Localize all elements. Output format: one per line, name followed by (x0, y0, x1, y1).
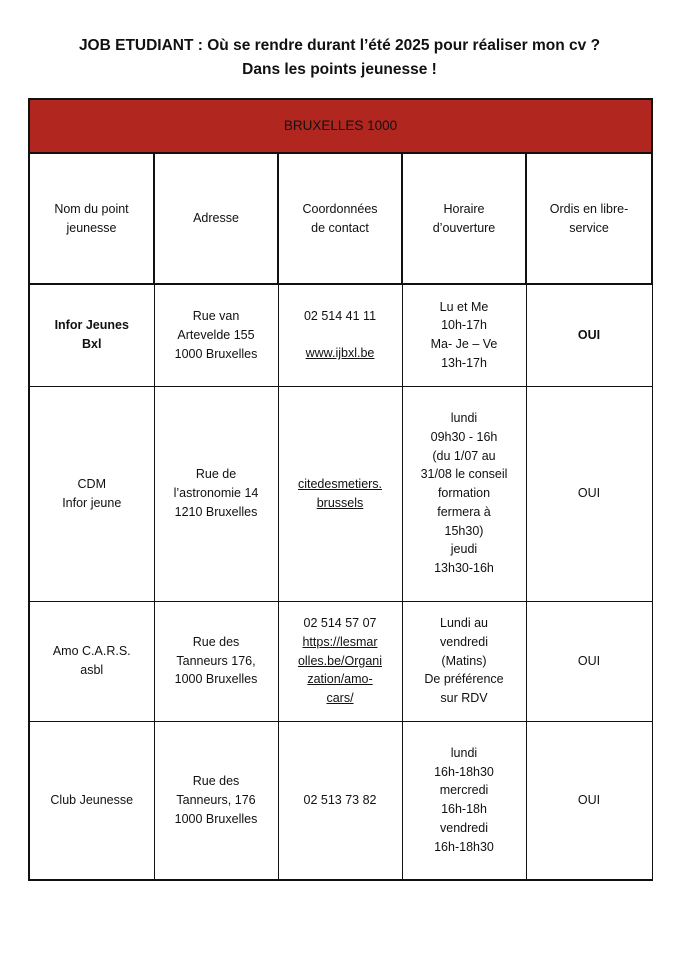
address-line: Rue des (192, 774, 240, 789)
hours-line: jeudi (450, 542, 478, 557)
header-text: Coordonnées (302, 201, 378, 216)
contact-link[interactable]: olles.be/Organi (297, 653, 383, 668)
contact-cell (278, 601, 402, 721)
address-line: 1000 Bruxelles (174, 346, 258, 361)
name-line: Infor jeune (62, 495, 122, 510)
header-text: Ordis en libre- (549, 201, 629, 216)
hours-line: lundi (450, 745, 478, 760)
computers-cell: OUI (526, 284, 652, 386)
header-text: d’ouverture (432, 220, 496, 235)
header-contact (278, 153, 402, 284)
address-line: 1210 Bruxelles (174, 504, 258, 519)
hours-line: vendredi (440, 821, 488, 836)
contact-link[interactable]: zation/amo- (307, 672, 373, 687)
name-line: Infor Jeunes (54, 318, 129, 333)
hours-cell (402, 721, 526, 880)
contact-cell (278, 284, 402, 386)
point-name (29, 721, 154, 880)
computers-cell: OUI (526, 601, 652, 721)
hours-line: mercredi (439, 783, 489, 798)
hours-line: Ma- Je – Ve (430, 337, 498, 352)
name-line: Bxl (82, 337, 102, 352)
table-row (29, 386, 652, 601)
contact-link[interactable]: citedesmetiers. (297, 476, 383, 491)
address-line: 1000 Bruxelles (174, 811, 258, 826)
name-line: CDM (77, 476, 106, 491)
hours-line: 10h-17h (441, 318, 487, 333)
address-line: Rue de (195, 467, 237, 482)
header-row (29, 153, 652, 284)
address-line: Tanneurs 176, (176, 653, 256, 668)
address-line: 1000 Bruxelles (174, 672, 258, 687)
address-line: l’astronomie 14 (173, 486, 259, 501)
hours-line: Lu et Me (439, 299, 489, 314)
contact-link[interactable]: www.ijbxl.be (305, 346, 375, 361)
address-line: Rue van (192, 309, 240, 324)
contact-cell (278, 721, 402, 880)
hours-line: 16h-18h (441, 802, 487, 817)
header-address (154, 153, 278, 284)
header-text: jeunesse (66, 220, 117, 235)
hours-line: vendredi (440, 634, 488, 649)
contact-link[interactable]: cars/ (326, 691, 354, 706)
hours-line: 15h30) (444, 523, 484, 538)
header-computers (526, 153, 652, 284)
computers-cell: OUI (526, 386, 652, 601)
point-name (29, 601, 154, 721)
address-cell (154, 386, 278, 601)
title-line-1: JOB ETUDIANT : Où se rendre durant l’été 2025 pour réaliser mon cv ? (78, 37, 601, 54)
computers-cell: OUI (526, 721, 652, 880)
table-row (29, 601, 652, 721)
address-cell (154, 721, 278, 880)
contact-link[interactable]: https://lesmar (302, 634, 378, 649)
hours-line: sur RDV (440, 691, 488, 706)
youth-points-table (28, 98, 653, 881)
city-banner: BRUXELLES 1000 (29, 99, 652, 153)
address-line: Tanneurs, 176 (176, 792, 256, 807)
hours-cell (402, 386, 526, 601)
contact-phone: 02 514 41 11 (303, 309, 377, 324)
address-line: Rue des (192, 634, 240, 649)
hours-line: 31/08 le conseil (420, 467, 508, 482)
header-text: service (569, 220, 609, 235)
table-row (29, 721, 652, 880)
contact-cell (278, 386, 402, 601)
hours-line: 13h-17h (441, 356, 487, 371)
header-text: Adresse (193, 211, 239, 226)
hours-line: Lundi au (440, 616, 488, 630)
name-line: Amo C.A.R.S. (52, 644, 131, 659)
name-line: asbl (80, 663, 104, 677)
header-hours (402, 153, 526, 284)
header-name (29, 153, 154, 284)
contact-phone: 02 514 57 07 (303, 616, 377, 630)
name-line: Club Jeunesse (50, 792, 134, 807)
banner-row (29, 99, 652, 153)
header-text: de contact (311, 220, 369, 235)
hours-line: (Matins) (441, 653, 487, 668)
address-cell (154, 284, 278, 386)
hours-cell (402, 601, 526, 721)
address-line: Artevelde 155 (177, 327, 255, 342)
title-line-2: Dans les points jeunesse ! (242, 61, 437, 78)
hours-line: lundi (450, 410, 478, 425)
hours-line: 16h-18h30 (434, 764, 494, 779)
hours-line: (du 1/07 au (432, 448, 496, 463)
point-name (29, 386, 154, 601)
table-row (29, 284, 652, 386)
point-name (29, 284, 154, 386)
contact-phone: 02 513 73 82 (303, 792, 377, 807)
contact-link[interactable]: brussels (316, 495, 364, 510)
header-text: Horaire (443, 201, 485, 216)
hours-line: De préférence (424, 672, 504, 687)
hours-line: 13h30-16h (434, 561, 494, 576)
address-cell (154, 601, 278, 721)
page-title (0, 34, 679, 82)
hours-line: fermera à (437, 504, 491, 519)
hours-cell (402, 284, 526, 386)
header-text: Nom du point (54, 201, 129, 216)
hours-line: formation (437, 486, 491, 501)
hours-line: 09h30 - 16h (430, 429, 498, 444)
hours-line: 16h-18h30 (434, 839, 494, 854)
